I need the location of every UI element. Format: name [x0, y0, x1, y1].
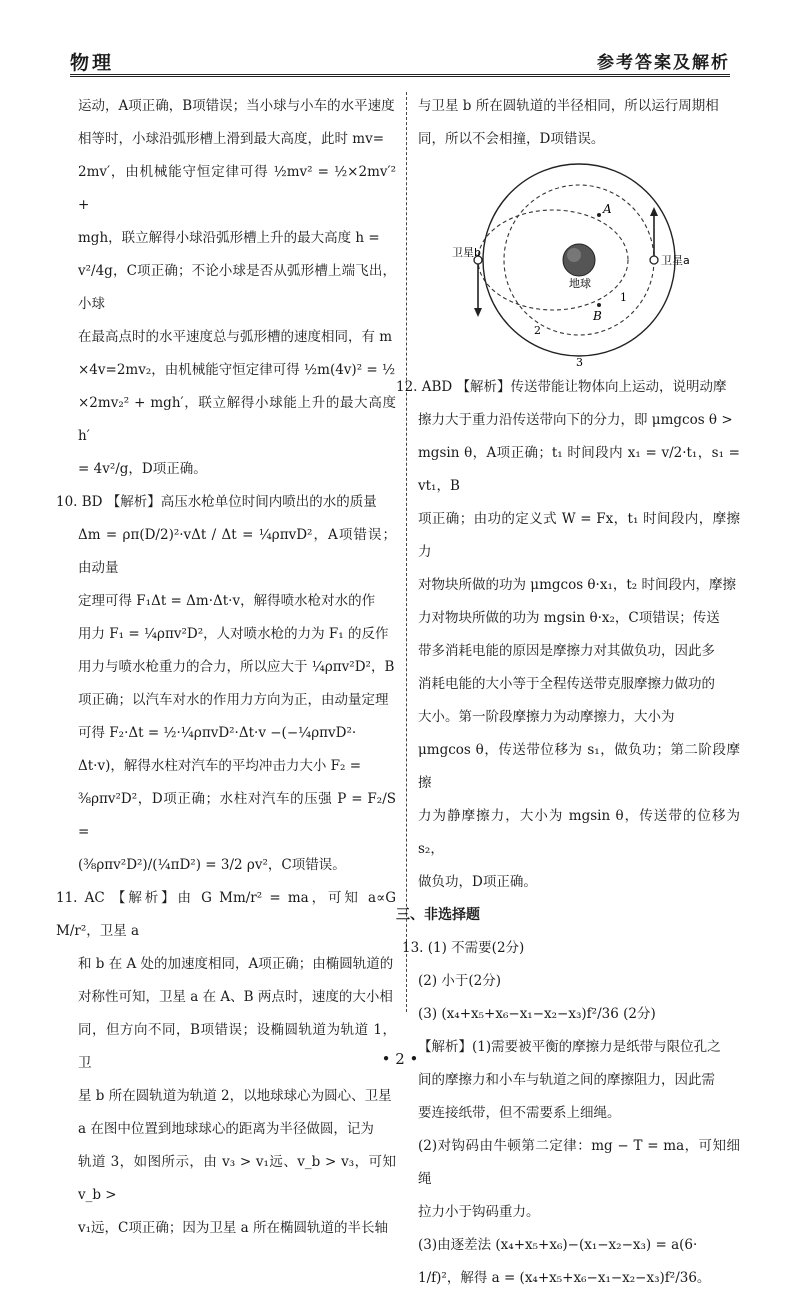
column-divider: [406, 92, 407, 1012]
arrow-head: [650, 207, 658, 216]
q13-answer-3: (3) (x₄+x₅+x₆−x₁−x₂−x₃)f²/36 (2分): [418, 1006, 656, 1022]
text-line: 对称性可知，卫星 a 在 A、B 两点时，速度的大小相: [78, 989, 393, 1005]
orbit-diagram: [454, 162, 704, 367]
orbit-1-label: 1: [620, 291, 627, 304]
text-line: 用力与喷水枪重力的合力，所以应大于 ¼ρπv²D²，B: [78, 659, 395, 675]
text-line: 项正确；由功的定义式 W = Fx，t₁ 时间段内，摩擦力: [418, 511, 740, 560]
point-a-dot: [597, 213, 601, 217]
text-line: 星 b 所在圆轨道为轨道 2，以地球球心为圆心、卫星: [78, 1088, 392, 1104]
text-line: 定理可得 F₁Δt = Δm·Δt·v，解得喷水枪对水的作: [78, 593, 376, 609]
text-line: 运动，A项正确，B项错误；当小球与小车的水平速度: [78, 98, 395, 114]
text-line: 在最高点时的水平速度总与弧形槽的速度相同，有 m: [78, 329, 393, 345]
text-line: ×4v=2mv₂，由机械能守恒定律可得 ½m(4v)² = ½: [78, 362, 396, 378]
earth: [563, 244, 595, 276]
q13-explain-line: 【解析】(1)需要被平衡的摩擦力是纸带与限位孔之: [418, 1039, 721, 1055]
text-line: 可得 F₂·Δt = ½·¼ρπvD²·Δt·v −(−¼ρπvD²·: [78, 725, 357, 741]
orbit-1-ellipse: [478, 210, 628, 310]
right-column: [396, 90, 740, 1295]
point-a-label: A: [603, 202, 612, 216]
text-line: (⅜ρπv²D²)/(¼πD²) = 3/2 ρv²，C项错误。: [78, 857, 346, 873]
q13-answer-2: (2) 小于(2分): [418, 973, 502, 989]
section-title: 三、非选择题: [396, 907, 480, 923]
left-column: [56, 90, 396, 1245]
header-rule: [70, 74, 730, 77]
question-10-line: 10. BD 【解析】高压水枪单位时间内喷出的水的质量: [56, 494, 377, 510]
subject-label: 物理: [70, 52, 115, 74]
q13-explain-line: (3)由逐差法 (x₄+x₅+x₆)−(x₁−x₂−x₃) = a(6·: [418, 1237, 698, 1253]
point-b-dot: [597, 303, 601, 307]
text-line: 做负功，D项正确。: [418, 874, 537, 890]
text-line: Δt·v)，解得水柱对汽车的平均冲击力大小 F₂ =: [78, 758, 362, 774]
text-line: 消耗电能的大小等于全程传送带克服摩擦力做功的: [418, 676, 715, 692]
text-line: 擦力大于重力沿传送带向下的分力，即 μmgcos θ >: [418, 412, 733, 428]
question-12-line: 12. ABD 【解析】传送带能让物体向上运动，说明动摩: [396, 379, 727, 395]
text-line: = 4v²/g，D项正确。: [78, 461, 207, 477]
text-line: 和 b 在 A 处的加速度相同，A项正确；由椭圆轨道的: [78, 956, 394, 972]
q13-answer-1: 13. (1) 不需要(2分): [402, 940, 525, 956]
page-number: • 2 •: [381, 1050, 419, 1068]
text-line: μmgcos θ，传送带位移为 s₁，做负功；第二阶段摩擦: [418, 742, 740, 791]
text-line: ×2mv₂² + mgh′，联立解得小球能上升的最大高度 h′: [78, 395, 396, 444]
text-line: 力为静摩擦力，大小为 mgsin θ，传送带的位移为 s₂，: [418, 808, 740, 857]
point-b-label: B: [593, 309, 602, 323]
text-line: 大小。第一阶段摩擦力为动摩擦力，大小为: [418, 709, 675, 725]
text-line: 同，所以不会相撞，D项错误。: [418, 131, 605, 147]
text-line: Δm = ρπ(D/2)²·vΔt / Δt = ¼ρπvD²，A项错误；由动量: [78, 527, 396, 576]
text-line: 相等时，小球沿弧形槽上滑到最大高度，此时 mv=: [78, 131, 385, 147]
text-line: 用力 F₁ = ¼ρπv²D²，人对喷水枪的力为 F₁ 的反作: [78, 626, 389, 642]
text-line: 同，但方向不同，B项错误；设椭圆轨道为轨道 1，卫: [78, 1022, 396, 1071]
header-title: 参考答案及解析: [597, 53, 730, 73]
text-line: v₁远，C项正确；因为卫星 a 所在椭圆轨道的半长轴: [78, 1220, 388, 1236]
earth-shade: [567, 248, 581, 262]
orbit-2-label: 2: [534, 324, 541, 337]
arrow-head: [474, 308, 482, 317]
text-line: 带多消耗电能的原因是摩擦力对其做负功，因此多: [418, 643, 715, 659]
text-line: v²/4g，C项正确；不论小球是否从弧形槽上端飞出，小球: [78, 263, 396, 312]
page-header: [70, 48, 730, 74]
text-line: mgsin θ，A项正确；t₁ 时间段内 x₁ = v/2·t₁，s₁ = vt₁，B: [418, 445, 740, 494]
text-line: 轨道 3，如图所示，由 v₃ > v₁远、v_b > v₃，可知 v_b >: [78, 1154, 396, 1203]
question-11-line: 11. AC 【解析】由 G Mm/r² = ma，可知 a∝G M/r²，卫星 a: [56, 890, 396, 939]
q13-explain-line: 拉力小于钩码重力。: [418, 1204, 540, 1220]
q13-explain-line: 间的摩擦力和小车与轨道之间的摩擦阻力，因此需: [418, 1072, 715, 1088]
text-line: 2mv′，由机械能守恒定律可得 ½mv² = ½×2mv′² +: [78, 164, 396, 213]
satellite-a-label: 卫星a: [661, 254, 690, 267]
satellite-a: [650, 256, 658, 264]
text-line: 与卫星 b 所在圆轨道的半径相同，所以运行周期相: [418, 98, 719, 114]
q13-explain-line: 1/f)²，解得 a = (x₄+x₅+x₆−x₁−x₂−x₃)f²/36。: [418, 1270, 711, 1286]
q13-explain-line: 要连接纸带，但不需要系上细绳。: [418, 1105, 621, 1121]
orbit-3-label: 3: [576, 356, 583, 369]
q13-explain-line: (2)对钩码由牛顿第二定律：mg − T = ma，可知细绳: [418, 1138, 740, 1187]
text-line: 项正确；以汽车对水的作用力方向为正，由动量定理: [78, 692, 389, 708]
earth-label: 地球: [569, 277, 591, 290]
text-line: 力对物块所做的功为 mgsin θ·x₂，C项错误；传送: [418, 610, 720, 626]
text-line: a 在图中位置到地球球心的距离为半径做圆，记为: [78, 1121, 374, 1137]
satellite-b-label: 卫星b: [452, 246, 481, 259]
text-line: ⅜ρπv²D²，D项正确；水柱对汽车的压强 P = F₂/S =: [78, 791, 396, 840]
text-line: mgh，联立解得小球沿弧形槽上升的最大高度 h =: [78, 230, 380, 246]
text-line: 对物块所做的功为 μmgcos θ·x₁，t₂ 时间段内，摩擦: [418, 577, 736, 593]
